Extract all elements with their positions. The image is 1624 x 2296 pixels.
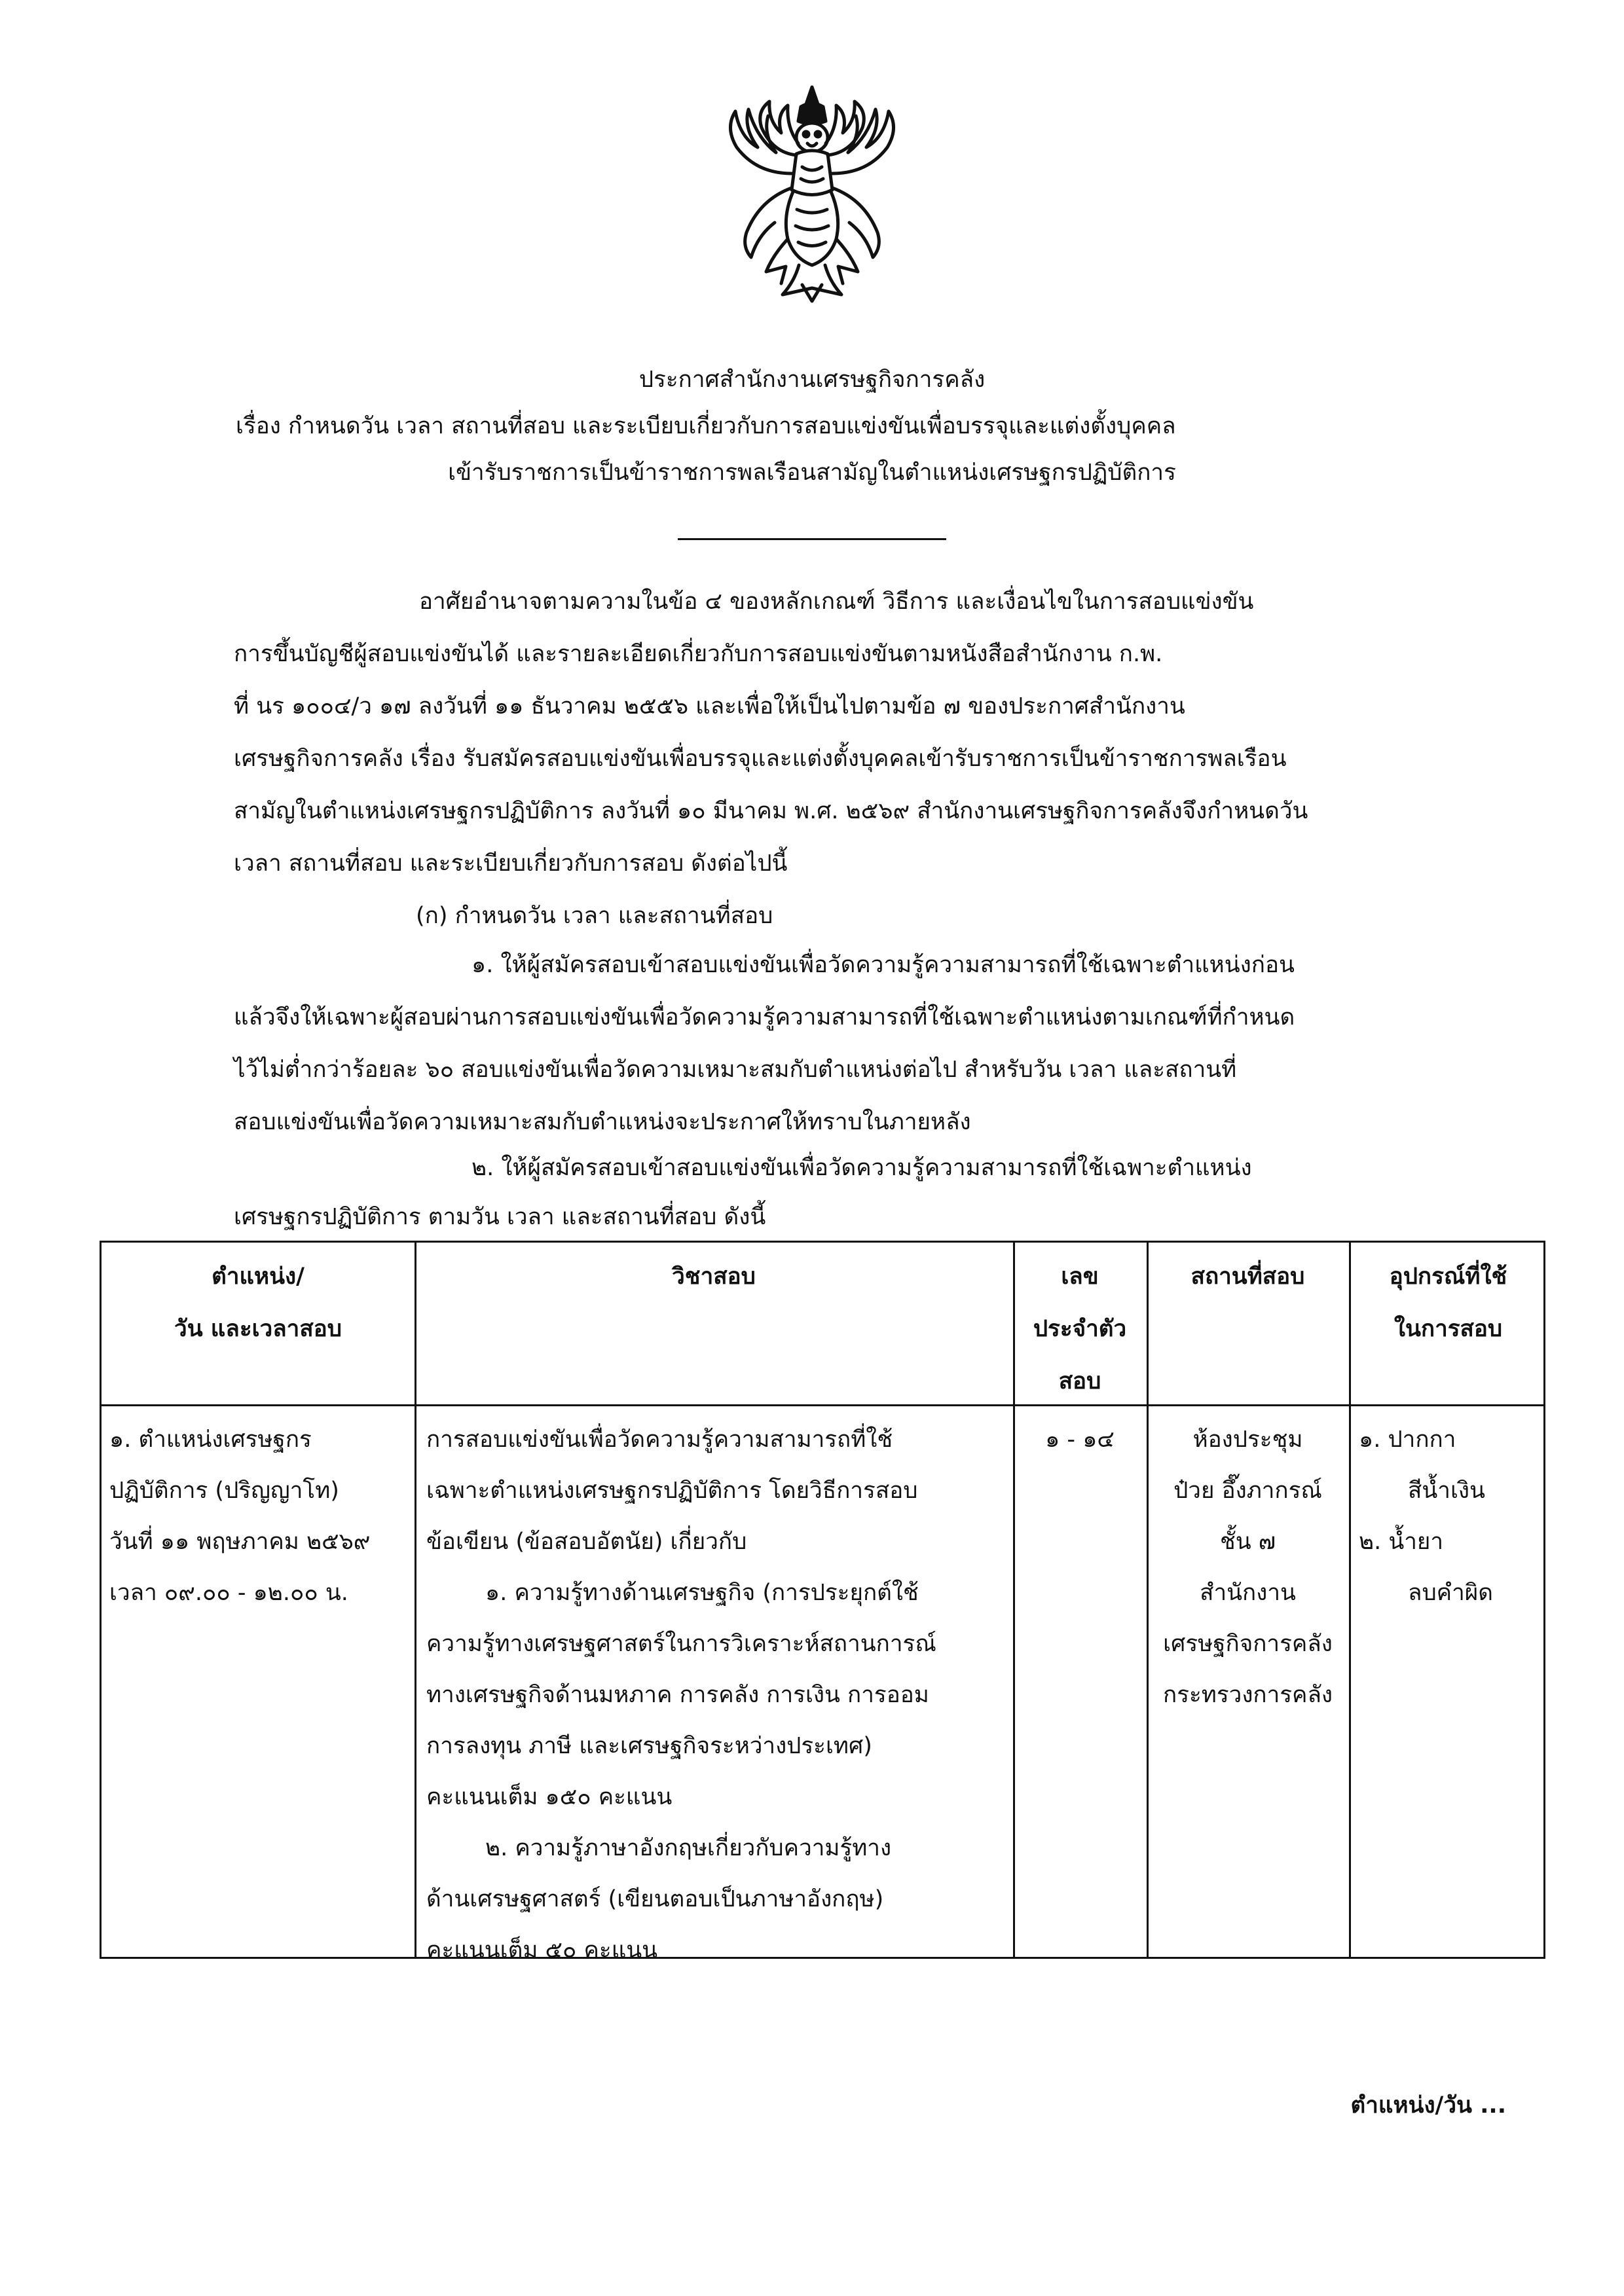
table-header-divider xyxy=(101,1404,1543,1406)
intro-line: เศรษฐกิจการคลัง เรื่อง รับสมัครสอบแข่งขันเพื่อบรรจุและแต่งตั้งบุคคลเข้ารับราชการเป็นข้าราชการพลเรือน xyxy=(234,746,1287,772)
section-heading: (ก) กำหนดวัน เวลา และสถานที่สอบ xyxy=(416,903,773,929)
intro-line: การขึ้นบัญชีผู้สอบแข่งขันได้ และรายละเอียดเกี่ยวกับการสอบแข่งขันตามหนังสือสำนักงาน ก.พ. xyxy=(234,641,1163,667)
header-venue: สถานที่สอบ xyxy=(1190,1264,1305,1290)
row-subject-cell: การสอบแข่งขันเพื่อวัดความรู้ความสามารถที่ใช้ เฉพาะตำแหน่งเศรษฐกรปฏิบัติการ โดยวิธีการสอบ ข้อเขียน (ข้อสอบอัตนัย) เกี่ยวกับ ๑. ความรู้ทางด้านเศรษฐกิจ (การประยุกต์ใช้ ความรู้ทางเศรษฐศาสตร์ในการวิเคราะห์สถานการณ์ ทางเศรษฐกิจด้านมหภาค การคลัง การเงิน การออม การลงทุน ภาษี และเศรษฐกิจระหว่างประเทศ) คะแนนเต็ม ๑๕๐ คะแนน ๒. ความรู้ภาษาอังกฤษเกี่ยวกับความรู้ทาง ด้านเศรษฐศาสตร์ (เขียนตอบเป็นภาษาอังกฤษ) คะแนนเต็ม ๕๐ คะแนน xyxy=(426,1427,936,1963)
exam-schedule-table xyxy=(100,1241,1545,1963)
row-equipment-cell: ๑. ปากกา สีน้ำเงิน ๒. น้ำยา ลบคำผิด xyxy=(1359,1427,1493,1606)
item-1-line: สอบแข่งขันเพื่อวัดความเหมาะสมกับตำแหน่งจะประกาศให้ทราบในภายหลัง xyxy=(234,1109,971,1135)
title-divider xyxy=(678,538,946,540)
garuda-emblem-icon xyxy=(710,75,913,304)
header-equipment: อุปกรณ์ที่ใช้ ในการสอบ xyxy=(1389,1264,1507,1342)
header-subject: วิชาสอบ xyxy=(672,1264,756,1290)
intro-line: ที่ นร ๑๐๐๔/ว ๑๗ ลงวันที่ ๑๑ ธันวาคม ๒๕๕๖ และเพื่อให้เป็นไปตามข้อ ๗ ของประกาศสำนักงาน xyxy=(234,693,1185,720)
item-2-line: ๒. ให้ผู้สมัครสอบเข้าสอบแข่งขันเพื่อวัดความรู้ความสามารถที่ใช้เฉพาะตำแหน่ง xyxy=(471,1155,1252,1181)
item-1-line: ไว้ไม่ต่ำกว่าร้อยละ ๖๐ สอบแข่งขันเพื่อวัดความเหมาะสมกับตำแหน่งต่อไป สำหรับวัน เวลา และสถานที่ xyxy=(234,1057,1237,1083)
table-divider xyxy=(415,1243,416,1957)
item-1-line: ๑. ให้ผู้สมัครสอบเข้าสอบแข่งขันเพื่อวัดความรู้ความสามารถที่ใช้เฉพาะตำแหน่งก่อน xyxy=(471,952,1295,978)
intro-line: เวลา สถานที่สอบ และระเบียบเกี่ยวกับการสอบ ดังต่อไปนี้ xyxy=(234,850,788,877)
intro-line: สามัญในตำแหน่งเศรษฐกรปฏิบัติการ ลงวันที่ ๑๐ มีนาคม พ.ศ. ๒๕๖๙ สำนักงานเศรษฐกิจการคลังจึงกำหนดวัน xyxy=(234,798,1308,824)
item-2-line: เศรษฐกรปฏิบัติการ ตามวัน เวลา และสถานที่สอบ ดังนี้ xyxy=(234,1204,766,1230)
header-exam-id: เลข ประจำตัว สอบ xyxy=(1033,1264,1127,1394)
item-1-line: แล้วจึงให้เฉพาะผู้สอบผ่านการสอบแข่งขันเพื่อวัดความรู้ความสามารถที่ใช้เฉพาะตำแหน่งตามเกณฑ์ที่กำหนด xyxy=(234,1004,1295,1030)
document-title: ประกาศสำนักงานเศรษฐกิจการคลัง xyxy=(638,367,986,393)
row-exam-id-cell: ๑ - ๑๔ xyxy=(1045,1427,1115,1453)
intro-line: อาศัยอำนาจตามความในข้อ ๔ ของหลักเกณฑ์ วิธีการ และเงื่อนไขในการสอบแข่งขัน xyxy=(419,589,1254,615)
subject-line-1: เรื่อง กำหนดวัน เวลา สถานที่สอบ และระเบียบเกี่ยวกับการสอบแข่งขันเพื่อบรรจุและแต่งตั้งบุคคล xyxy=(236,413,1176,439)
subject-line-2: เข้ารับราชการเป็นข้าราชการพลเรือนสามัญในตำแหน่งเศรษฐกรปฏิบัติการ xyxy=(448,460,1176,486)
row-venue-cell: ห้องประชุม ป๋วย อึ๊งภากรณ์ ชั้น ๗ สำนักงาน เศรษฐกิจการคลัง กระทรวงการคลัง xyxy=(1163,1427,1333,1708)
continuation-marker: ตำแหน่ง/วัน ... xyxy=(1350,2092,1506,2119)
row-position-cell: ๑. ตำแหน่งเศรษฐกร ปฏิบัติการ (ปริญญาโท) วันที่ ๑๑ พฤษภาคม ๒๕๖๙ เวลา ๐๙.๐๐ - ๑๒.๐๐ น. xyxy=(109,1427,371,1606)
header-position: ตำแหน่ง/ วัน และเวลาสอบ xyxy=(174,1264,342,1342)
